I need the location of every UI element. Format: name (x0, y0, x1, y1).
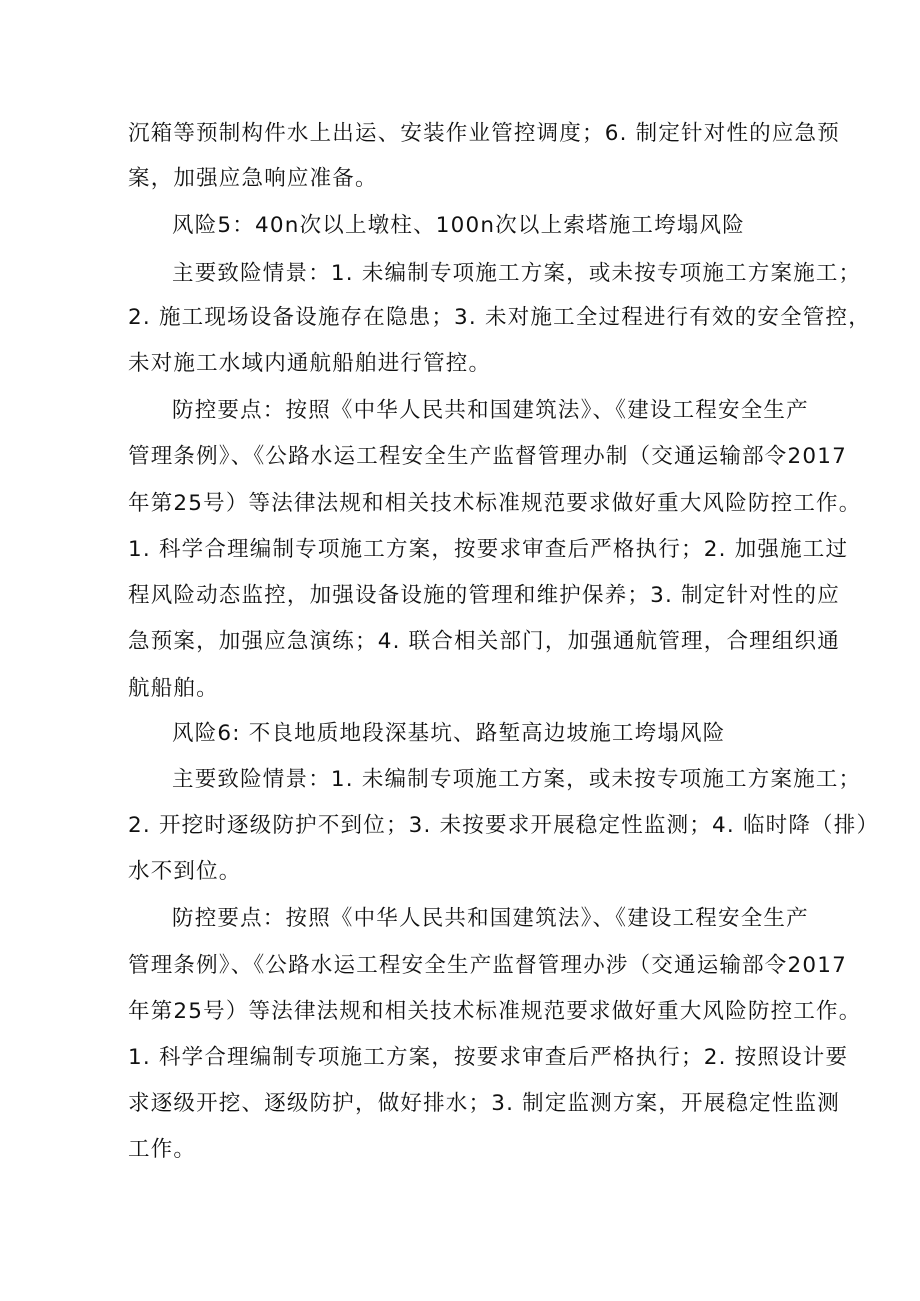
text-line: 年第25号）等法律法规和相关技术标准规范要求做好重大风险防控工作。 (128, 999, 862, 1024)
text-line: 1. 科学合理编制专项施工方案，按要求审查后严格执行；2. 按照设计要 (128, 1045, 849, 1070)
text-line: 年第25号）等法律法规和相关技术标准规范要求做好重大风险防控工作。 (128, 491, 862, 516)
text-line: 工作。 (128, 1137, 197, 1162)
text-line: 案，加强应急响应准备。 (128, 166, 378, 191)
text-line: 主要致险情景：1. 未编制专项施工方案，或未按专项施工方案施工； (172, 261, 862, 286)
text-line: 急预案，加强应急演练；4. 联合相关部门，加强通航管理，合理组织通 (128, 629, 840, 654)
text-line: 2. 施工现场设备设施存在隐患；3. 未对施工全过程进行有效的安全管控， (128, 305, 871, 330)
text-line: 航船舶。 (128, 676, 219, 701)
text-line: 沉箱等预制构件水上出运、安装作业管控调度；6. 制定针对性的应急预 (128, 121, 840, 146)
text-line: 2. 开挖时逐级防护不到位；3. 未按要求开展稳定性监测；4. 临时降（排） (128, 813, 880, 838)
text-line: 未对施工水域内通航船舶进行管控。 (128, 351, 492, 376)
text-line: 程风险动态监控，加强设备设施的管理和维护保养；3. 制定针对性的应 (128, 583, 840, 608)
text-line: 管理条例》、《公路水运工程安全生产监督管理办制（交通运输部令2017 (128, 444, 848, 469)
text-line: 水不到位。 (128, 859, 242, 884)
section-heading-risk-6: 风险6: 不良地质地段深基坑、路堑高边坡施工垮塌风险 (172, 721, 726, 746)
text-line: 求逐级开挖、逐级防护，做好排水；3. 制定监测方案，开展稳定性监测 (128, 1091, 840, 1116)
text-line: 1. 科学合理编制专项施工方案，按要求审查后严格执行；2. 加强施工过 (128, 537, 849, 562)
section-heading-risk-5: 风险5：40n次以上墩柱、100n次以上索塔施工垮塌风险 (172, 213, 745, 238)
text-line: 防控要点：按照《中华人民共和国建筑法》、《建设工程安全生产 (172, 398, 809, 423)
text-line: 防控要点：按照《中华人民共和国建筑法》、《建设工程安全生产 (172, 906, 809, 931)
text-line: 管理条例》、《公路水运工程安全生产监督管理办涉（交通运输部令2017 (128, 953, 848, 978)
text-line: 主要致险情景：1. 未编制专项施工方案，或未按专项施工方案施工； (172, 767, 862, 792)
